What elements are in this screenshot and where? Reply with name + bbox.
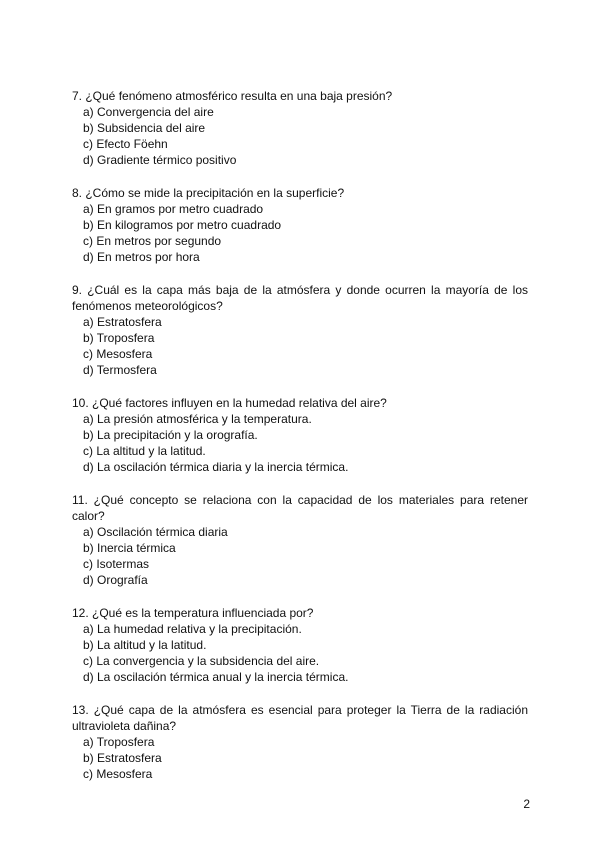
question-13 (72, 702, 528, 782)
option-c: c) La convergencia y la subsidencia del aire. (83, 654, 320, 668)
question-8 (72, 185, 528, 265)
option-list (72, 621, 528, 685)
option-c: c) Efecto Föehn (83, 137, 168, 151)
question-text: 9. ¿Cuál es la capa más baja de la atmósfera y donde ocurren la mayoría de los fenómenos meteorológicos? (72, 283, 528, 313)
option-a: a) En gramos por metro cuadrado (83, 202, 264, 216)
option-d: d) Termosfera (83, 363, 157, 377)
option-b: b) Troposfera (83, 331, 155, 345)
option-a: a) Estratosfera (83, 315, 162, 329)
question-text: 7. ¿Qué fenómeno atmosférico resulta en una baja presión? (72, 89, 393, 103)
option-b: b) La altitud y la latitud. (83, 638, 207, 652)
question-10 (72, 395, 528, 475)
option-c: c) Isotermas (83, 557, 150, 571)
option-b: b) En kilogramos por metro cuadrado (83, 218, 282, 232)
question-7 (72, 88, 528, 168)
option-c: c) Mesosfera (83, 767, 153, 781)
question-text: 10. ¿Qué factores influyen en la humedad relativa del aire? (72, 396, 387, 410)
option-d: d) Gradiente térmico positivo (83, 153, 237, 167)
option-b: b) La precipitación y la orografía. (83, 428, 258, 442)
option-c: c) La altitud y la latitud. (83, 444, 206, 458)
option-d: d) La oscilación térmica diaria y la inercia térmica. (83, 460, 349, 474)
question-text: 8. ¿Cómo se mide la precipitación en la superficie? (72, 186, 345, 200)
option-a: a) La presión atmosférica y la temperatura. (83, 412, 312, 426)
option-b: b) Inercia térmica (83, 541, 176, 555)
question-list (72, 88, 528, 799)
option-d: d) La oscilación térmica anual y la inercia térmica. (83, 670, 349, 684)
question-text: 12. ¿Qué es la temperatura influenciada por? (72, 606, 314, 620)
option-d: d) Orografía (83, 573, 148, 587)
option-a: a) La humedad relativa y la precipitación. (83, 622, 302, 636)
question-text: 11. ¿Qué concepto se relaciona con la capacidad de los materiales para retener calor? (72, 493, 528, 523)
option-list (72, 201, 528, 265)
option-list (72, 104, 528, 168)
option-a: a) Oscilación térmica diaria (83, 525, 228, 539)
page-number: 2 (523, 797, 530, 811)
option-b: b) Subsidencia del aire (83, 121, 206, 135)
question-12 (72, 605, 528, 685)
option-list (72, 314, 528, 378)
option-c: c) Mesosfera (83, 347, 153, 361)
option-a: a) Troposfera (83, 735, 155, 749)
option-list (72, 734, 528, 782)
question-text: 13. ¿Qué capa de la atmósfera es esencial para proteger la Tierra de la radiación ultravioleta dañina? (72, 703, 528, 733)
option-b: b) Estratosfera (83, 751, 162, 765)
option-c: c) En metros por segundo (83, 234, 222, 248)
option-list (72, 411, 528, 475)
option-d: d) En metros por hora (83, 250, 200, 264)
question-11 (72, 492, 528, 588)
question-9 (72, 282, 528, 378)
option-a: a) Convergencia del aire (83, 105, 214, 119)
option-list (72, 524, 528, 588)
